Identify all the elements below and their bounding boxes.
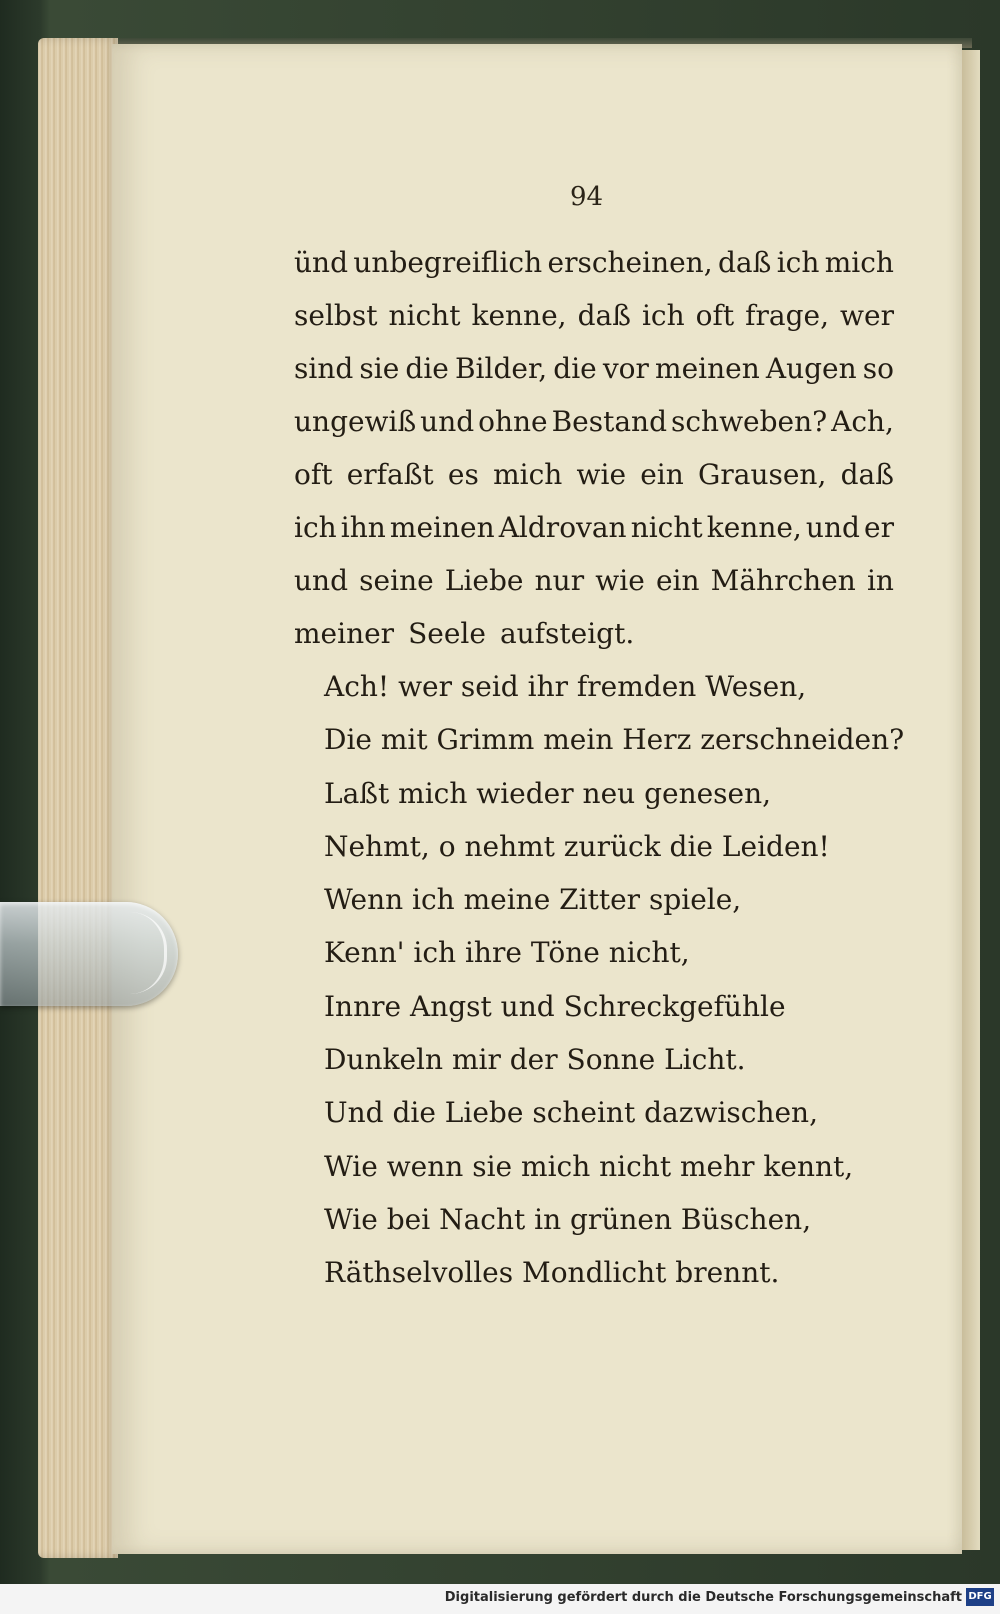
word: Ach, <box>831 405 894 438</box>
word: sind <box>294 352 354 385</box>
word: so <box>862 352 894 385</box>
word: Mährchen <box>710 564 856 597</box>
prose-line <box>294 554 894 607</box>
word: die <box>553 352 597 385</box>
verse-line: Ach! wer seid ihr fremden Wesen, <box>324 670 807 703</box>
verse-line: Innre Angst und Schreckgefühle <box>324 989 786 1023</box>
book-page-edges <box>38 38 118 1558</box>
word: ihn <box>340 511 386 544</box>
word: wie <box>595 564 645 597</box>
word: ungewiß <box>294 405 417 438</box>
verse-line: Die mit Grimm mein Herz zerschneiden? <box>324 723 905 757</box>
word: schweben? <box>670 405 828 438</box>
word: daß <box>840 458 894 491</box>
word: frage, <box>745 299 830 332</box>
word: kenne, <box>471 299 567 332</box>
word: Aldrovan <box>498 511 627 544</box>
word: erscheinen, <box>547 246 713 279</box>
word: Seele <box>408 617 486 650</box>
word: meiner <box>294 617 395 650</box>
verse-line: Laßt mich wieder neu genesen, <box>324 776 772 810</box>
verse-line: Dunkeln mir der Sonne Licht. <box>324 1043 746 1077</box>
word: und <box>805 511 860 544</box>
word: ich <box>294 511 337 544</box>
word: er <box>864 511 894 544</box>
word: erfaßt <box>346 458 434 491</box>
word: seine <box>359 564 434 597</box>
word: unbegreiflich <box>353 246 543 279</box>
verse-line: Wenn ich meine Zitter spiele, <box>324 883 742 917</box>
word: Augen <box>765 352 857 385</box>
poem <box>324 660 905 1300</box>
verse-line: Wie bei Nacht in grünen Büschen, <box>324 1202 812 1236</box>
word: meinen <box>655 352 760 385</box>
word: Liebe <box>444 564 524 597</box>
word: oft <box>294 458 333 491</box>
page-number: 94 <box>570 182 604 212</box>
word: Bilder, <box>454 352 548 385</box>
verse-line: Räthselvolles Mondlicht brennt. <box>324 1256 780 1290</box>
word: es <box>447 458 479 491</box>
verse-line: Kenn' ich ihre Töne nicht, <box>324 936 690 970</box>
verse-line: Nehmt, o nehmt zurück die Leiden! <box>324 829 830 863</box>
word: selbst <box>294 299 378 332</box>
prose-line <box>294 448 894 501</box>
word: in <box>866 564 894 597</box>
verse-line: Wie wenn sie mich nicht mehr kennt, <box>324 1149 854 1183</box>
dfg-logo: DFG <box>966 1588 994 1606</box>
word: ünd <box>294 246 348 279</box>
word: daß <box>577 299 631 332</box>
prose-line <box>294 395 894 448</box>
word: aufsteigt. <box>499 617 635 650</box>
word: vor <box>602 352 649 385</box>
prose-line <box>294 342 894 395</box>
word: ohne <box>478 405 548 438</box>
word: ein <box>640 458 684 491</box>
word: wer <box>840 299 894 332</box>
word: meinen <box>389 511 495 544</box>
word: ich <box>641 299 685 332</box>
word: ein <box>655 564 700 597</box>
word: Grausen, <box>698 458 827 491</box>
prose-paragraph <box>294 236 894 660</box>
word: daß <box>717 246 772 279</box>
word: nur <box>534 564 585 597</box>
word: sie <box>359 352 400 385</box>
word: nicht <box>388 299 461 332</box>
verse-line: Und die Liebe scheint dazwischen, <box>324 1096 818 1130</box>
word: mich <box>493 458 563 491</box>
word: oft <box>695 299 735 332</box>
word: kenne, <box>706 511 802 544</box>
prose-line <box>294 236 894 289</box>
word: Bestand <box>551 405 668 438</box>
word: mich <box>824 246 894 279</box>
next-page-edge <box>962 50 980 1550</box>
word: wie <box>576 458 627 491</box>
prose-line <box>294 289 894 342</box>
prose-line <box>294 501 894 554</box>
word: die <box>405 352 449 385</box>
word: und <box>420 405 475 438</box>
word: und <box>294 564 348 597</box>
word: nicht <box>630 511 703 544</box>
prose-line <box>294 607 894 660</box>
footer-credit: Digitalisierung gefördert durch die Deutsche Forschungsgemeinschaft <box>444 1590 962 1605</box>
word: ich <box>776 246 820 279</box>
